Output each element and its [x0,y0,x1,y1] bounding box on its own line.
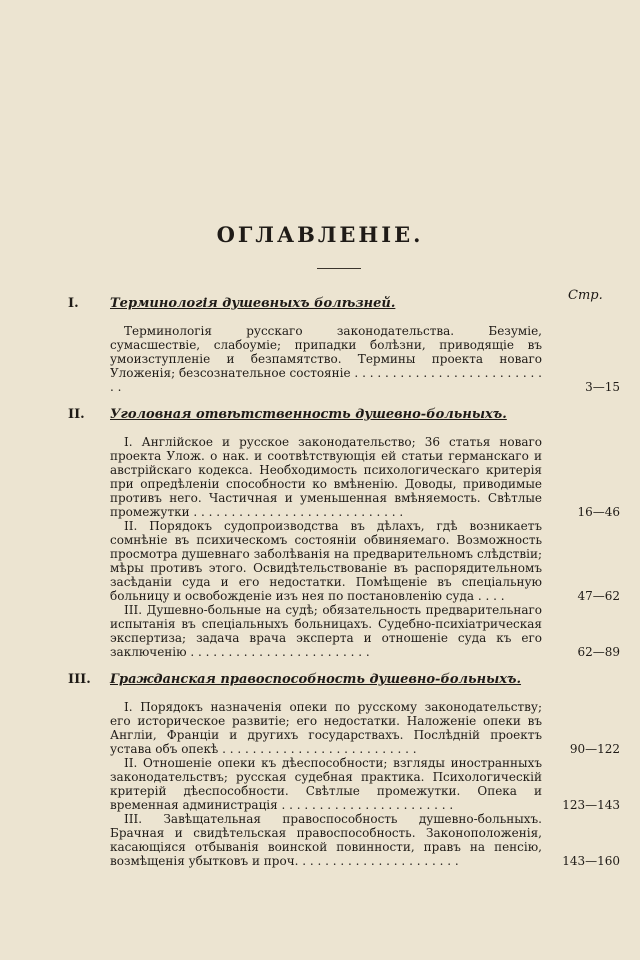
toc-section-2 [68,407,620,659]
entry-text: III. Завѣщательная правоспособность душевно-больныхъ. Брачная и свидѣтельская правоспособность. Законоположенія, касающіяся отбыванія воинской повинности, правъ на пенсію, возмѣщенія убытковъ и проч. . . . . . . . . . . . . . . . . . . . . . [110,812,542,868]
entry-text: II. Порядокъ судопроизводства въ дѣлахъ, гдѣ возникаетъ сомнѣніе въ психическомъ состояніи обвиняемаго. Возможность просмотра душевнаго заболѣванія на предварительномъ слѣдствіи; мѣры противъ этого. Освидѣтельствованіе въ распорядительномъ засѣданіи суда и его недостатки. Помѣщеніе въ спеціальную больницу и освобожденіе изъ нея по постановленію суда . . . . [110,519,542,603]
section-title: Терминологія душевныхъ болѣзней. [110,296,396,311]
toc-section-3 [68,672,620,868]
entry-pages: 3—15 [585,380,620,394]
toc-entry [110,324,620,394]
entry-pages: 16—46 [577,505,620,519]
toc-entry [110,435,620,519]
entry-pages: 47—62 [577,589,620,603]
toc-entry [110,603,620,659]
entry-text: III. Душевно-больные на судѣ; обязательность предварительнаго испытанія въ спеціальныхъ больницахъ. Судебно-психіатрическая экспертиза; задача врача эксперта и отношеніе суда къ его заключенію . . . . . . . . . . . . . . . . . . . . . . . . [110,603,542,659]
entry-text: II. Отношеніе опеки къ дѣеспособности; взгляды иностранныхъ законодательствъ; русская судебная практика. Психологическій критерій дѣеспособности. Свѣтлые промежутки. Опека и временная администрація . . . . . . . . . . . . . . . . . . . . . . . [110,756,542,812]
title-rule [317,268,361,269]
toc-section-1 [68,296,620,394]
section-number: II. [68,407,85,422]
section-title: Гражданская правоспособность душевно-больныхъ. [110,672,522,687]
page-column-label: Стр. [568,288,603,303]
page-title: ОГЛАВЛЕНІЕ. [216,222,424,247]
entry-pages: 143—160 [562,854,620,868]
section-number: III. [68,672,91,687]
entry-pages: 123—143 [562,798,620,812]
toc-entry [110,519,620,603]
entry-pages: 62—89 [577,645,620,659]
entry-text: Терминологія русскаго законодательства. Безуміе, сумасшествіе, слабоуміе; припадки болѣзни, приводящіе въ умоизступленіе и безпамятство. Термины проекта новаго Уложенія; безсознательное состояніе . . . . . . . . . . . . . . . . . . . . . . . . . . . [110,324,542,394]
toc-entry [110,812,620,868]
section-title: Уголовная отвѣтственность душевно-больныхъ. [110,407,507,422]
section-number: I. [68,296,79,311]
entry-text: I. Порядокъ назначенія опеки по русскому законодательству; его историческое развитіе; его недостатки. Наложеніе опеки въ Англіи, Франціи и другихъ государствахъ. Послѣдній проектъ устава объ опекѣ . . . . . . . . . . . . . . . . . . . . . . . . . . [110,700,542,756]
toc-entry [110,756,620,812]
entry-pages: 90—122 [569,742,620,756]
toc [68,296,620,881]
toc-entry [110,700,620,756]
entry-text: I. Англійское и русское законодательство; 36 статья новаго проекта Улож. о нак. и соотвѣтствующія ей статьи германскаго и австрійскаго кодекса. Необходимость психологическаго критерія при опредѣленіи способности ко вмѣненію. Доводы, приводимые противъ него. Частичная и уменьшенная вмѣняемость. Свѣтлые промежутки . . . . . . . . . . . . . . . . . . . . . . . . . . . . [110,435,542,519]
